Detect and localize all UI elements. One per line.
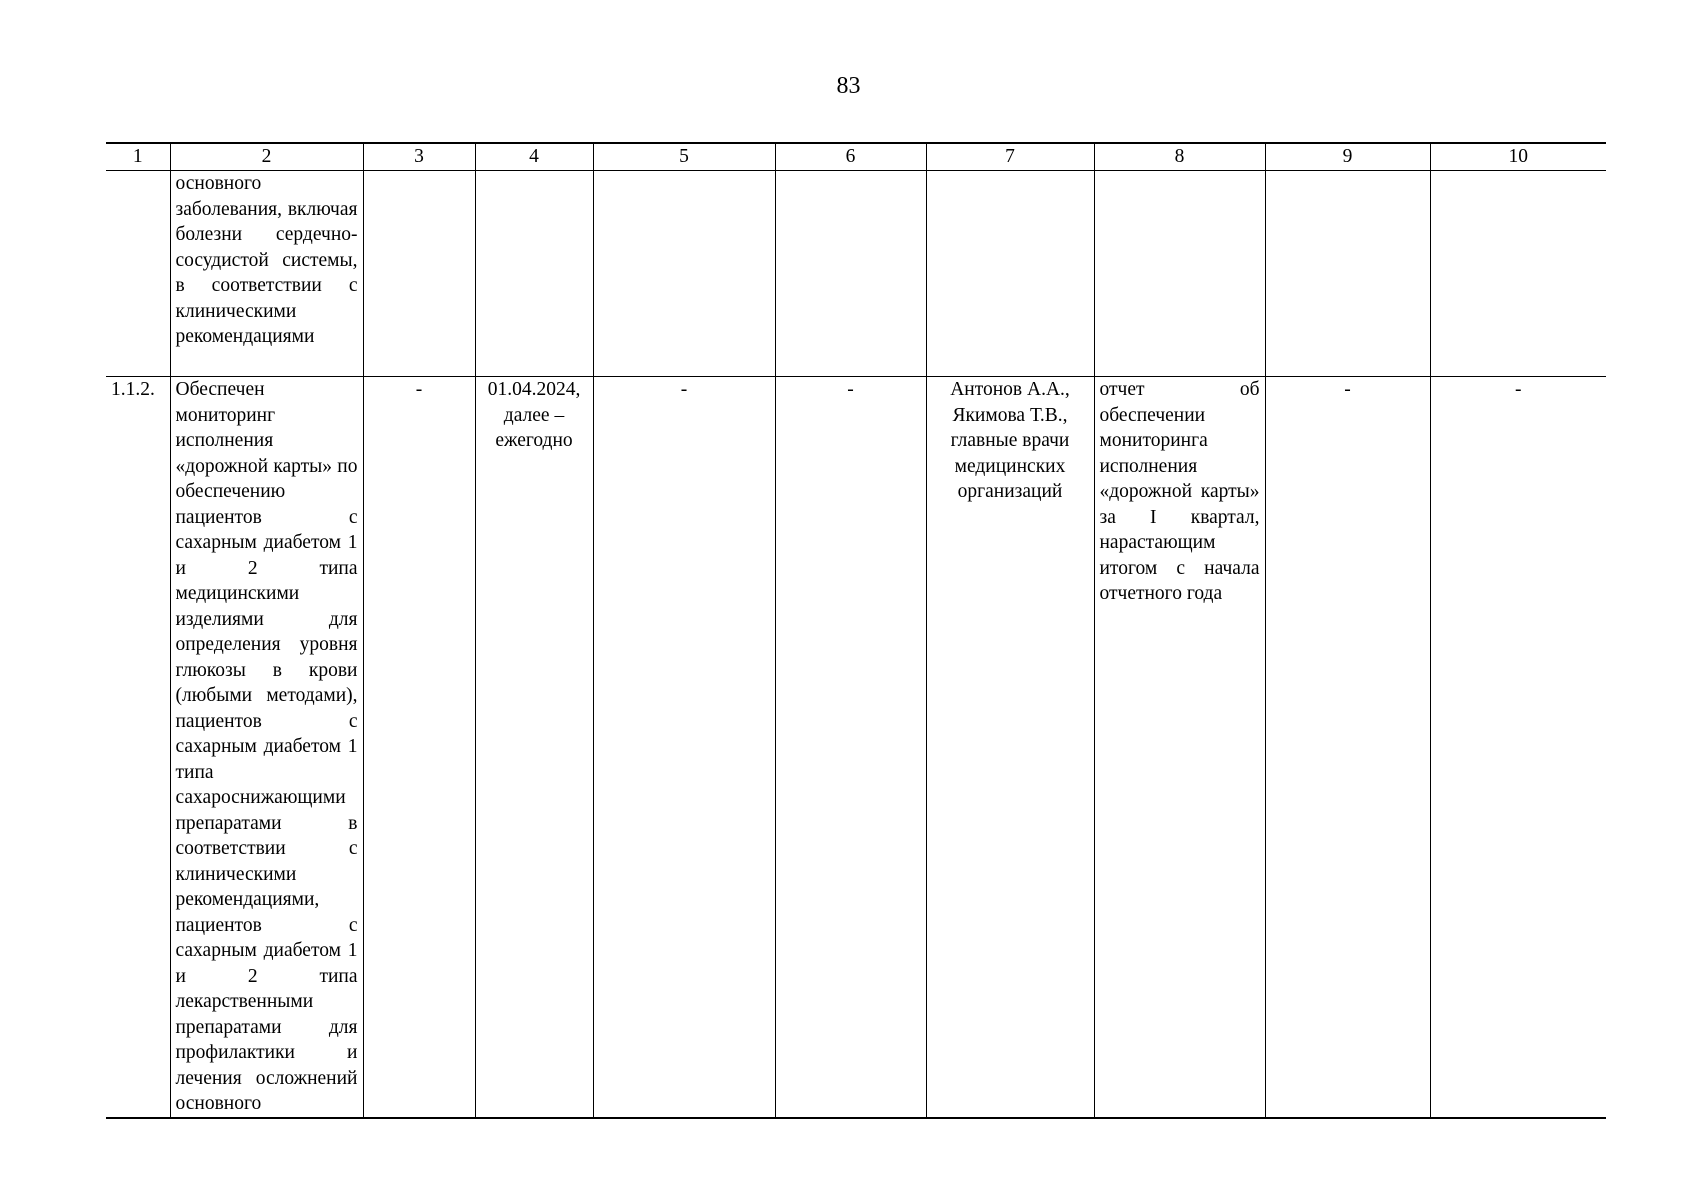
column-number: 8 [1094,143,1265,171]
deadline-cell: 01.04.2024, далее – ежегодно [487,379,581,451]
deadline-cell [475,171,593,377]
cell-col-10: - [1430,377,1606,1118]
row-number [106,171,170,377]
column-number: 10 [1430,143,1606,171]
cell-col-10 [1430,171,1606,377]
column-number: 5 [593,143,775,171]
column-number: 2 [170,143,363,171]
cell-col-3 [363,171,475,377]
cell-col-6: - [775,377,926,1118]
responsible-cell: Антонов А.А., Якимова Т.В., главные врачи медицинских организаций [950,379,1070,502]
responsible-cell [926,171,1094,377]
cell-col-5: - [593,377,775,1118]
column-number-row [106,143,1606,171]
cell-col-3: - [363,377,475,1118]
event-description: основного заболевания, включая болезни сердечно-сосудистой системы, в соответствии с клиническими рекомендациями [170,171,363,377]
table-row [106,171,1606,377]
column-number: 7 [926,143,1094,171]
result-cell [1094,171,1265,377]
cell-col-9: - [1265,377,1430,1118]
table-row [106,377,1606,1118]
cell-col-9 [1265,171,1430,377]
column-number: 4 [475,143,593,171]
deadline-cell-wrap [475,377,593,1118]
responsible-cell-wrap [926,377,1094,1118]
row-number: 1.1.2. [106,377,170,1118]
page-number: 83 [836,73,861,99]
cell-col-6 [775,171,926,377]
plan-table [106,142,1606,1119]
column-number: 3 [363,143,475,171]
column-number: 6 [775,143,926,171]
column-number: 9 [1265,143,1430,171]
cell-col-5 [593,171,775,377]
column-number: 1 [106,143,170,171]
event-description: Обеспечен мониторинг исполнения «дорожной карты» по обеспечению пациентов с сахарным диабетом 1 и 2 типа медицинскими изделиями для определения уровня глюкозы в крови (любыми методами), пациентов с сахарным диабетом 1 типа сахароснижающими препаратами в соответствии с клиническими рекомендациями, пациентов с сахарным диабетом 1 и 2 типа лекарственными препаратами для профилактики и лечения осложнений основного [170,377,363,1118]
result-cell: отчет об обеспечении мониторинга исполнения «дорожной карты» за I квартал, нарастающим итогом с начала отчетного года [1094,377,1265,1118]
